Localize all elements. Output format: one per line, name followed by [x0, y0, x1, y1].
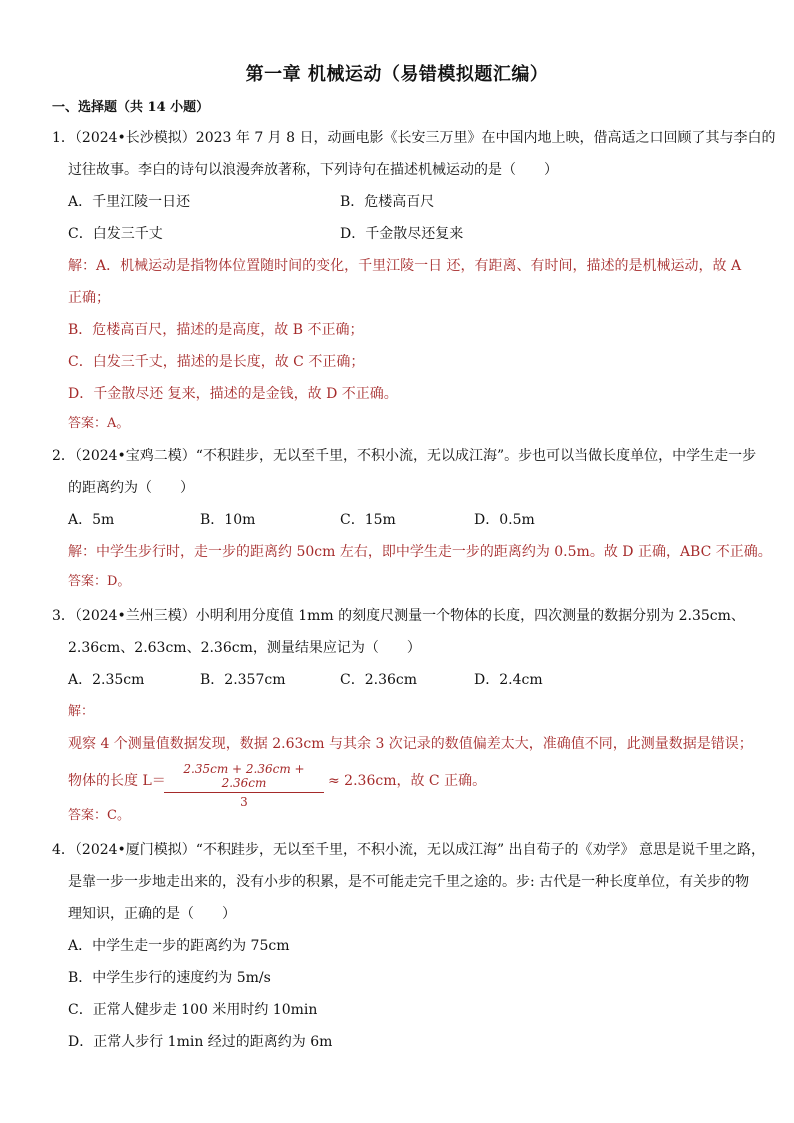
q3-option-b: B．2.357cm: [200, 672, 286, 688]
q3-solution-formula-result: ≈ 2.36cm，故 C 正确。: [328, 773, 487, 789]
q1-stem-line1: 1．（2024•长沙模拟）2023 年 7 月 8 日，动画电影《长安三万里》在中国内地上映，借高适之口回顾了其与李白的: [52, 130, 776, 146]
q4-option-c: C．正常人健步走 100 米用时约 10min: [68, 1002, 318, 1018]
q2-stem-line1: 2．（2024•宝鸡二模）“不积跬步，无以至千里，不积小流，无以成江海”。步也可以当做长度单位，中学生走一步: [52, 448, 757, 464]
q1-option-d: D．千金散尽还复来: [340, 226, 464, 242]
q1-solution-line4: C．白发三千丈，描述的是长度，故 C 不正确；: [68, 354, 365, 370]
q2-option-d: D．0.5m: [474, 512, 535, 528]
q4-stem-line2: 是靠一步一步地走出来的，没有小步的积累，是不可能走完千里之途的。步: 古代是一种长度单位，有关步的物: [68, 874, 750, 890]
q1-solution-line2: 正确；: [68, 290, 110, 306]
q1-option-b: B．危楼高百尺: [340, 194, 435, 210]
q3-option-d: D．2.4cm: [474, 672, 543, 688]
q1-option-c: C．白发三千丈: [68, 226, 163, 242]
q3-option-c: C．2.36cm: [340, 672, 417, 688]
q3-answer: 答案：C。: [68, 808, 130, 823]
q2-solution: 解：中学生步行时，走一步的距离约 50cm 左右，即中学生走一步的距离约为 0.5m。故 D 正确，ABC 不正确。: [68, 544, 772, 560]
q2-stem-line2: 的距离约为（ ）: [68, 480, 194, 496]
q4-option-a: A．中学生走一步的距离约为 75cm: [68, 938, 290, 954]
q3-solution-formula-prefix: 物体的长度 L＝: [68, 773, 166, 789]
q3-fraction-denominator: 3: [240, 795, 248, 809]
q1-stem-line2: 过往故事。李白的诗句以浪漫奔放著称，下列诗句在描述机械运动的是（ ）: [68, 162, 558, 178]
q1-answer: 答案：A。: [68, 416, 130, 431]
q2-option-b: B．10m: [200, 512, 256, 528]
q1-option-a: A．千里江陵一日还: [68, 194, 191, 210]
q3-stem-line2: 2.36cm、2.63cm、2.36cm，测量结果应记为（ ）: [68, 640, 421, 656]
q3-fraction-numerator: 2.35cm + 2.36cm + 2.36cm: [164, 762, 324, 793]
section-heading: 一、选择题（共 14 小题）: [52, 100, 210, 115]
q2-answer: 答案：D。: [68, 574, 131, 589]
q4-stem-line3: 理知识，正确的是（ ）: [68, 906, 236, 922]
q1-solution-line5: D．千金散尽还 复来，描述的是金钱，故 D 不正确。: [68, 386, 398, 402]
page-title: 第一章 机械运动（易错模拟题汇编）: [245, 64, 549, 85]
q4-stem-line1: 4．（2024•厦门模拟）“不积跬步，无以至千里，不积小流，无以成江海” 出自荀子的《劝学》 意思是说千里之路，: [52, 842, 766, 858]
q1-solution-line3: B．危楼高百尺，描述的是高度，故 B 不正确；: [68, 322, 364, 338]
q1-solution-line1: 解：A．机械运动是指物体位置随时间的变化，千里江陵一日 还，有距离、有时间，描述的是机械运动，故 A: [68, 258, 742, 274]
q3-option-a: A．2.35cm: [68, 672, 145, 688]
q4-option-b: B．中学生步行的速度约为 5m/s: [68, 970, 271, 986]
q3-solution-line1: 观察 4 个测量值数据发现，数据 2.63cm 与其余 3 次记录的数值偏差太大，准确值不同，此测量数据是错误；: [68, 736, 753, 752]
q3-fraction: [164, 762, 324, 809]
q4-option-d: D．正常人步行 1min 经过的距离约为 6m: [68, 1034, 333, 1050]
q2-option-a: A．5m: [68, 512, 115, 528]
q2-option-c: C．15m: [340, 512, 396, 528]
q3-solution-label: 解：: [68, 704, 95, 719]
q3-stem-line1: 3．（2024•兰州三模）小明利用分度值 1mm 的刻度尺测量一个物体的长度，四次测量的数据分别为 2.35cm、: [52, 608, 745, 624]
